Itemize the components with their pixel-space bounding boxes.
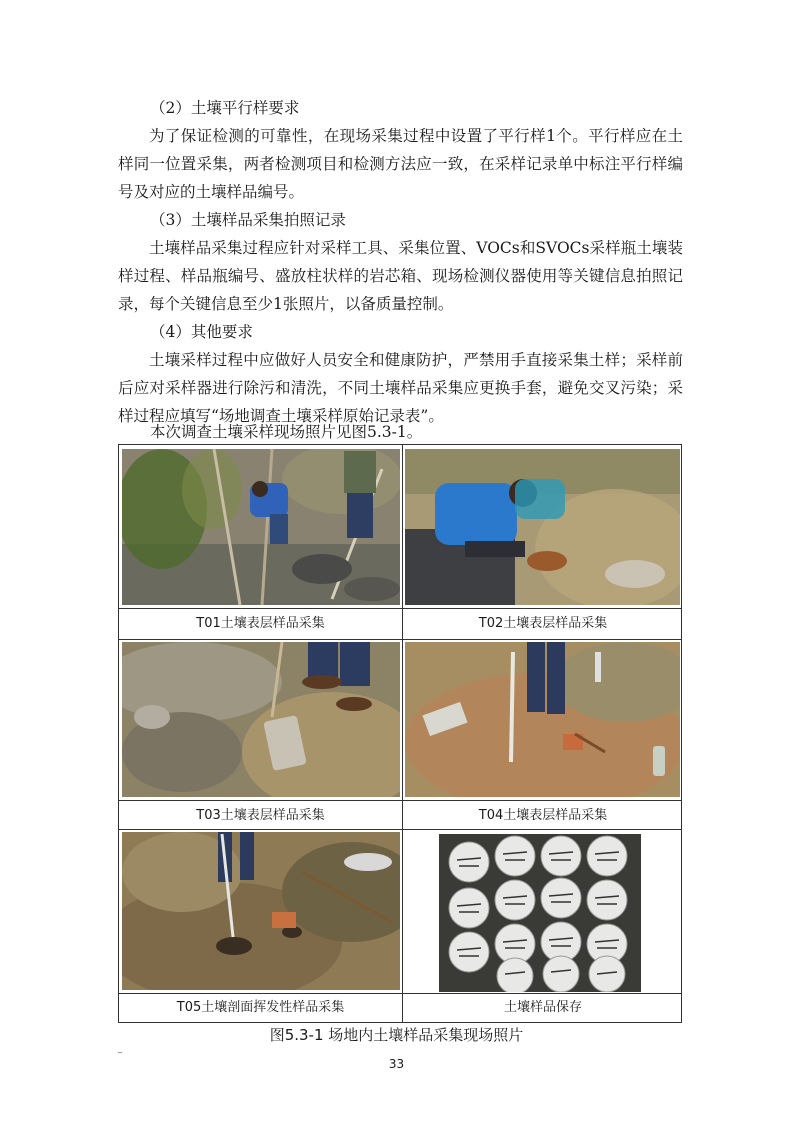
photo-table (118, 444, 682, 1023)
photo-caption: T04土壤表层样品采集 (478, 808, 608, 823)
photo-caption: T01土壤表层样品采集 (196, 616, 325, 631)
margin-mark (118, 1052, 122, 1053)
figure-caption: 图5.3-1 场地内土壤样品采集现场照片 (269, 1026, 524, 1044)
table-divider (119, 800, 681, 801)
photo-caption: 土壤样品保存 (503, 1000, 582, 1015)
table-divider (119, 829, 681, 830)
photo-intro-text: 本次调查土壤采样现场照片见图5.3-1。 (150, 423, 423, 441)
photo-sample-storage (439, 834, 641, 992)
section-3-body: 土壤样品采集过程应针对采样工具、采集位置、VOCs和SVOCs采样瓶土壤装样过程、样品瓶编号、盛放柱状样的岩芯箱、现场检测仪器使用等关键信息拍照记录，每个关键信息至少1张照片，以备质量控制。 (118, 239, 683, 313)
section-2-body: 为了保证检测的可靠性，在现场采集过程中设置了平行样1个。平行样应在土样同一位置采集，两者检测项目和检测方法应一致，在采样记录单中标注平行样编号及对应的土壤样品编号。 (118, 127, 683, 201)
photo-caption: T02土壤表层样品采集 (478, 616, 608, 631)
section-3-heading: （3）土壤样品采集拍照记录 (150, 211, 346, 229)
photo-t02-sampling (405, 449, 680, 605)
table-divider (119, 608, 681, 609)
table-divider (119, 639, 681, 640)
photo-caption: T03土壤表层样品采集 (196, 808, 325, 823)
photo-caption: T05土壤剖面挥发性样品采集 (176, 1000, 345, 1015)
section-2-heading: （2）土壤平行样要求 (150, 99, 300, 117)
photo-t01-sampling (122, 449, 400, 605)
photo-t05-sampling (122, 832, 400, 990)
table-divider (119, 993, 681, 994)
section-4-heading: （4）其他要求 (150, 323, 253, 341)
photo-t03-sampling (122, 642, 400, 797)
photo-t04-sampling (405, 642, 680, 797)
section-4-body: 土壤采样过程中应做好人员安全和健康防护，严禁用手直接采集土样；采样前后应对采样器进行除污和清洗，不同土壤样品采集应更换手套，避免交叉污染；采样过程应填写“场地调查土壤采样原始记录表”。 (118, 351, 683, 425)
table-divider-vertical (402, 445, 403, 1022)
page-number: 33 (388, 1057, 405, 1071)
